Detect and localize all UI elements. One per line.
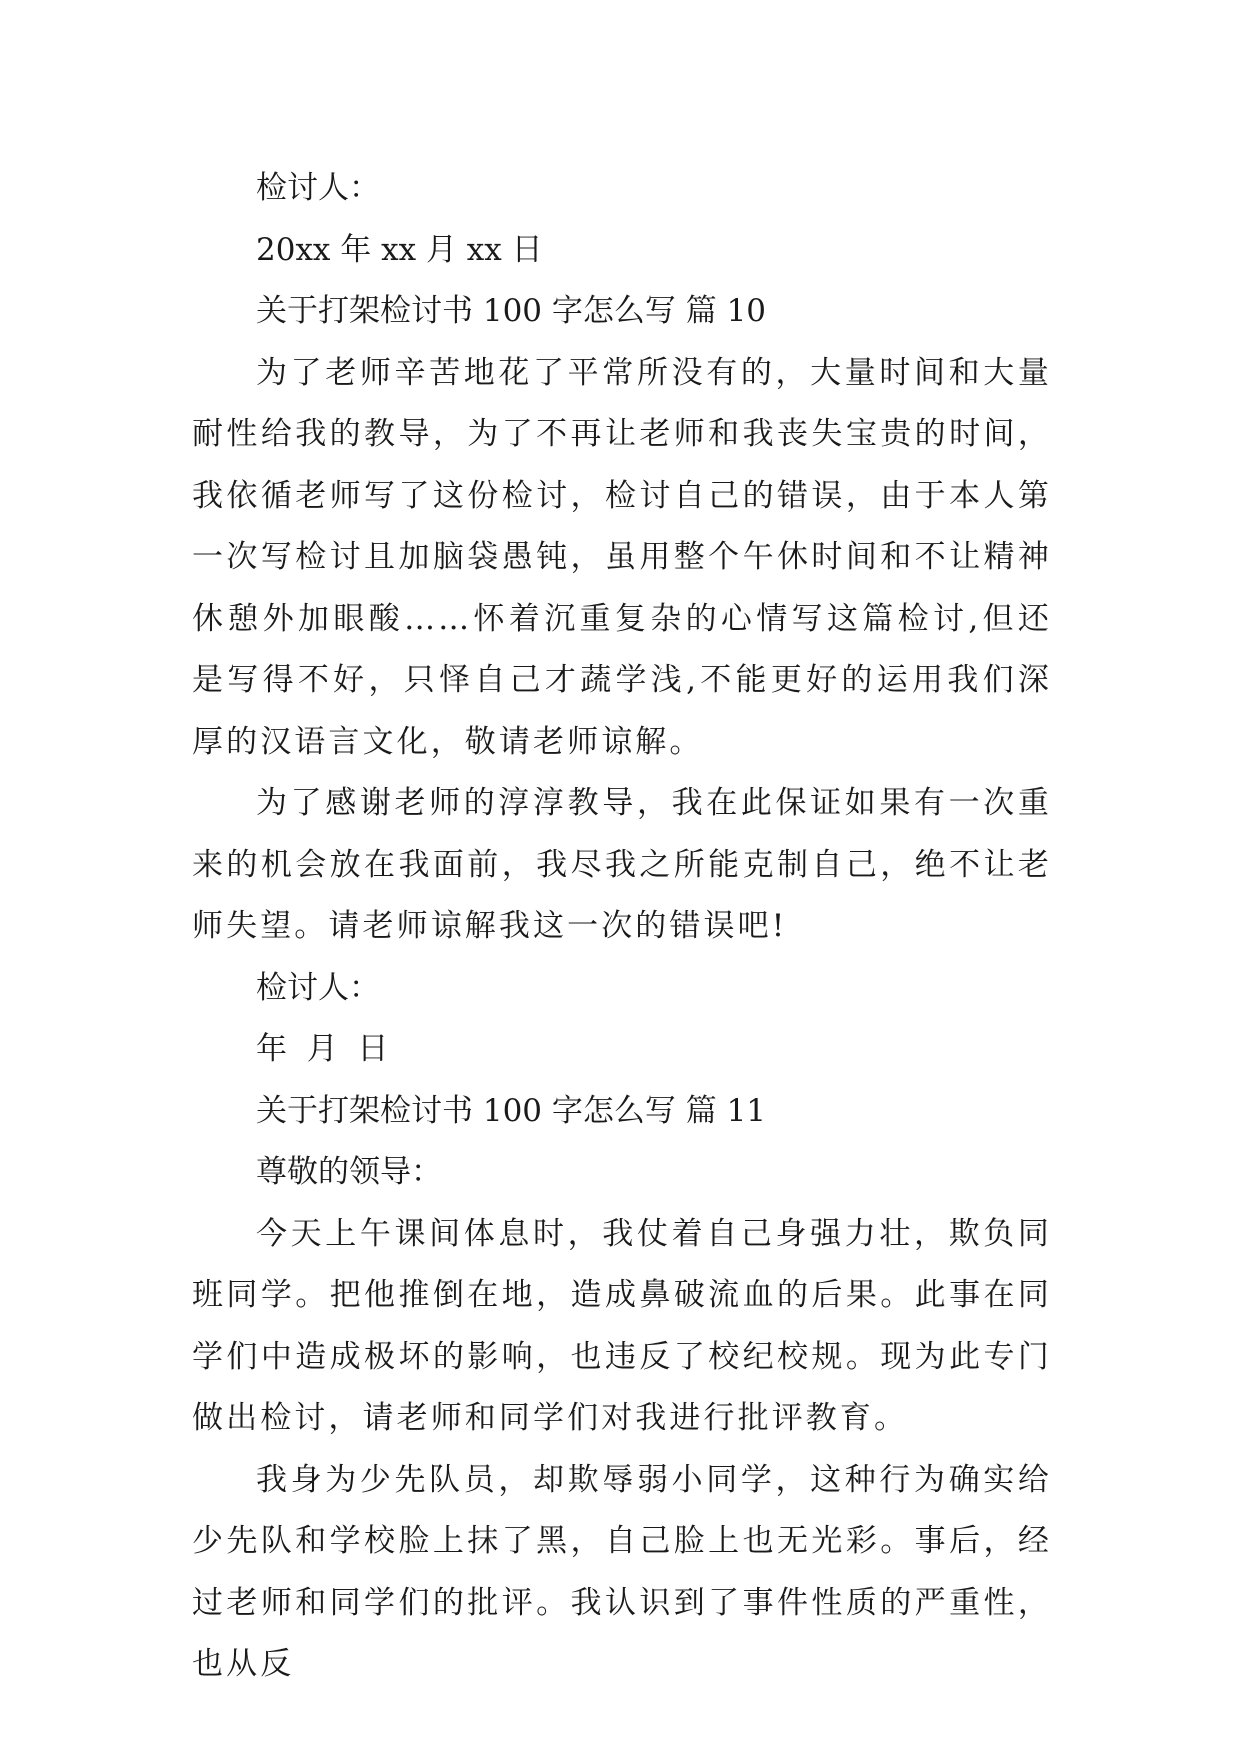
section-title: 关于打架检讨书 100 字怎么写 篇 11 [256, 1092, 767, 1129]
body-paragraph: 今天上午课间体息时，我仗着自己身强力壮，欺负同班同学。把他推倒在地，造成鼻破流血的后果。此事在同学们中造成极坏的影响，也违反了校纪校规。现为此专门做出检讨，请老师和同学们对我进行批评教育。 [192, 1215, 1052, 1436]
body-paragraph: 为了老师辛苦地花了平常所没有的，大量时间和大量耐性给我的教导，为了不再让老师和我丧失宝贵的时间，我依循老师写了这份检讨，检讨自己的错误，由于本人第一次写检讨且加脑袋愚钝，虽用整个午休时间和不让精神休憩外加眼酸……怀着沉重复杂的心情写这篇检讨,但还是写得不好，只怿自己才蔬学浅,不能更好的运用我们深厚的汉语言文化，敬请老师谅解。 [192, 354, 1052, 760]
body-paragraph: 为了感谢老师的淳淳教导，我在此保证如果有一次重来的机会放在我面前，我尽我之所能克制自己，绝不让老师失望。请老师谅解我这一次的错误吧! [192, 785, 1052, 944]
date-line: 20xx 年 xx 月 xx 日 [256, 231, 543, 268]
date-line: 年 月 日 [256, 1031, 389, 1067]
greeting: 尊敬的领导： [256, 1154, 442, 1190]
body-paragraph: 我身为少先队员，却欺辱弱小同学，这种行为确实给少先队和学校脸上抹了黑，自己脸上也无光彩。事后，经过老师和同学们的批评。我认识到了事件性质的严重性，也从反 [192, 1461, 1052, 1682]
signer-label: 检讨人： [256, 170, 380, 206]
section-title: 关于打架检讨书 100 字怎么写 篇 10 [256, 293, 767, 329]
signer-label: 检讨人： [256, 969, 380, 1006]
document-body [192, 158, 1052, 1696]
